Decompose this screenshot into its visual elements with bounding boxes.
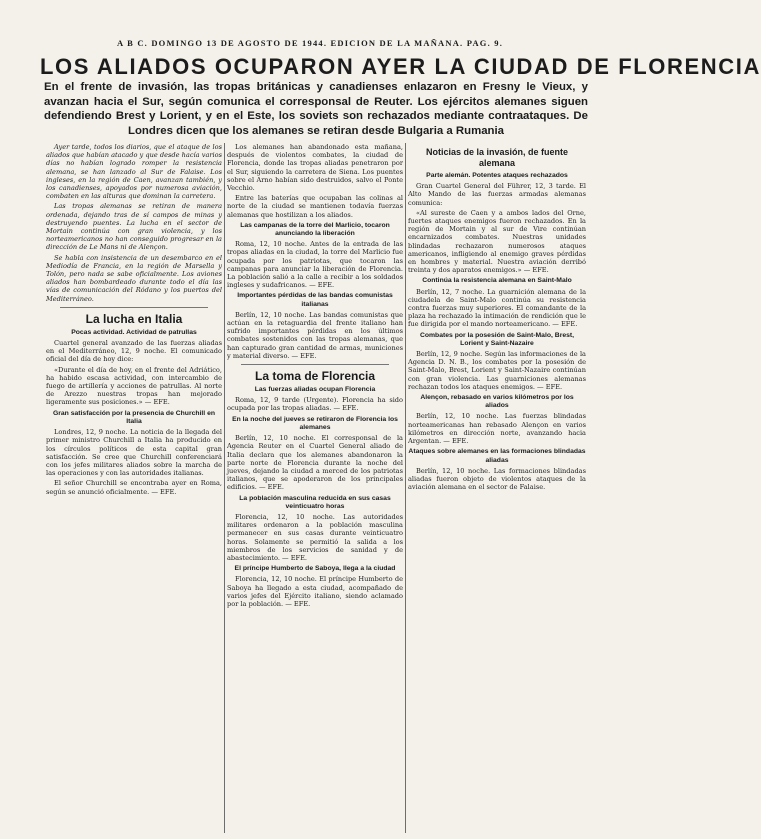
paragraph: Berlín, 12, 10 noche. Las formaciones blindadas aliadas fueron objeto de violentos ataques de la aviación alemana en el sector de Falaise. [408,466,586,492]
column-3 [408,143,586,833]
subheading: Alençon, rebasado en varios kilómetros por los aliados [420,394,574,410]
paragraph: Berlín, 12, 7 noche. La guarnición alemana de la ciudadela de Saint-Malo continúa su resistencia contra fuerzas muy superiores. El comandante de la plaza ha rechazado la intimación de rendición que le fue dirigida por el mando norteamericano. — EFE. [408,287,586,329]
subheading: Gran satisfacción por la presencia de Churchill en Italia [52,409,216,425]
paragraph: «Durante el día de hoy, en el frente del Adriático, ha habido escasa actividad, con intercambio de fuego de artillería y acciones de patrullas. Al norte de Arezzo nuestras tropas han mejorado ligeramente sus posiciones.» — EFE. [46,365,222,407]
paragraph: Berlín, 12, 10 noche. El corresponsal de la Agencia Reuter en el Cuartel General aliado de Italia declara que los alemanes abandonaron la parte norte de Florencia durante la noche del jueves, dejando la ciudad a merced de los patriotas italianos, que se apoderaron de los principales edificios. — EFE. [227,434,403,492]
paragraph: «Al sureste de Caen y a ambos lados del Orne, fuertes ataques enemigos fueron rechazados. En la región de Mortain y al sur de Vire continúan encarnizados combates. Nuestras unidades blindadas rechazaron numerosos ataques americanos, infligiendo al enemigo graves pérdidas en hombres y material. Nuestra aviación derribó treinta y dos aparatos enemigos.» — EFE. [408,208,586,275]
paragraph: Berlín, 12, 9 noche. Según las informaciones de la Agencia D. N. B., los combates por la posesión de Saint-Malo, Brest, Lorient y Saint-Nazaire continúan con gran violencia. Las guarniciones alemanas rechazan todos los ataques enemigos. — EFE. [408,350,586,391]
paragraph: Las tropas alemanas se retiran de manera ordenada, dejando tras de sí campos de minas y destruyendo puentes. La lucha en el sector de Mortain continúa con gran violencia, y los norteamericanos no han conseguido progresar en la dirección de Le Mans ni de Alençon. [46,202,222,252]
subheading: Parte alemán. Potentes ataques rechazados [426,172,568,179]
divider [241,364,389,365]
subheading: Pocas actividad. Actividad de patrullas [71,328,197,336]
paragraph: Los alemanes han abandonado esta mañana, después de violentos combates, la ciudad de Florencia, donde las tropas aliadas penetraron por el Sur, siguiendo la carretera de Siena. Los puentes sobre el Arno habían sido destruidos, salvo el Ponte Vecchio. [227,143,403,193]
section-title: La lucha en Italia [85,311,183,326]
paragraph: Roma, 12, 9 tarde (Urgente). Florencia ha sido ocupada por las tropas aliadas. — EFE. [227,396,403,413]
subheading: El príncipe Humberto de Saboya, llega a la ciudad [234,565,396,573]
subheading: Continúa la resistencia alemana en Saint-Malo [422,277,572,285]
divider [60,307,208,308]
paragraph: Cuartel general avanzado de las fuerzas aliadas en el Mediterráneo, 12, 9 noche. El comunicado oficial del día de hoy dice: [46,339,222,364]
paragraph: Berlín, 12, 10 noche. Las fuerzas blindadas norteamericanas han rebasado Alençon en varios kilómetros en dirección norte, avanzando hacia Argentan. — EFE. [408,412,586,446]
paragraph: Roma, 12, 10 noche. Antes de la entrada de las tropas aliadas en la ciudad, la torre del Marlicio fue ocupada por los patriotas, que tocaron las campanas para anunciar la liberación de Florencia. La población salió a la calle a recibir a los soldados ingleses y sudafricanos. — EFE. [227,240,403,290]
paragraph: Berlín, 12, 10 noche. Las bandas comunistas que actúan en la retaguardia del frente italiano han sufrido importantes pérdidas en los últimos combates sostenidos con las tropas alemanas, que han capturado gran cantidad de armas, municiones y material diverso. — EFE. [227,310,403,360]
paragraph: Florencia, 12, 10 noche. El príncipe Humberto de Saboya ha llegado a esta ciudad, acompañado de varios jefes del Ejército italiano, siendo aclamado por la población. — EFE. [227,575,403,608]
column-2 [227,143,403,833]
section-title: Noticias de la invasión, de fuente alemana [425,147,569,168]
running-head: A B C. DOMINGO 13 DE AGOSTO DE 1944. EDICION DE LA MAÑANA. PAG. 9. [116,38,504,48]
paragraph: Ayer tarde, todos los diarios, que el ataque de los aliados que habían atacado y que desde hacía varios días no habían logrado romper la resistencia alemana, se han lanzado al Sur de Falaise. Los ingleses, en la región de Caen, avanzan también, y los canadienses, apoyados por numerosa aviación, combaten en las alturas que dominan la carretera. [46,143,222,201]
section-title: La toma de Florencia [254,369,376,384]
subheading: Importantes pérdidas de las bandas comunistas italianas [237,292,393,308]
paragraph: Gran Cuartel General del Führer, 12, 3 tarde. El Alto Mando de las fuerzas armadas alemanas comunica: [408,182,586,207]
page-headline: LOS ALIADOS OCUPARON AYER LA CIUDAD DE FLORENCIA [40,54,761,79]
subheading: Ataques sobre alemanes en las formaciones blindadas aliadas [408,448,586,464]
paragraph: Florencia, 12, 10 noche. Las autoridades militares ordenaron a la población masculina permanecer en sus casas durante veinticuatro horas. Solamente se permitió la salida a los miembros de los servicios de sanidad y de abastecimiento. — EFE. [227,512,403,562]
subheading: Las fuerzas aliadas ocupan Florencia [254,386,376,394]
paragraph: Se habla con insistencia de un desembarco en el Mediodía de Francia, en la región de Marsella y Tolón, pero nada se sabe oficialmente. Los aviones aliados han bombardeado durante todo el día las vías de comunicación del Ródano y los puertos del Mediterráneo. [46,253,222,303]
paragraph: El señor Churchill se encontraba ayer en Roma, según se anunció oficialmente. — EFE. [46,479,222,496]
subheading: Las campanas de la torre del Marlicio, tocaron anunciando la liberación [240,221,390,238]
paragraph: Londres, 12, 9 noche. La noticia de la llegada del primer ministro Churchill a Italia ha producido en los círculos políticos de esta capital gran satisfacción. Se cree que Churchill conferenciará con los jefes militares aliados sobre la marcha de las operaciones y con las autoridades italianas. [46,428,222,478]
column-rule [405,143,406,833]
headline-deck: En el frente de invasión, las tropas británicas y canadienses enlazaron en Fresny le Vieux, y avanzan hacia el Sur, según comunica el corresponsal de Reuter. Los ejércitos alemanes siguen defendiendo Brest y Lorient, y en el Este, los soviets son rechazados mediante contraataques. De Londres dicen que los alemanes se retiran desde Bulgaria a Rumania [44,81,588,137]
column-1 [46,143,222,833]
subheading: La población masculina reducida en sus casas veinticuatro horas [239,494,391,510]
paragraph: Entre las baterías que ocupaban las colinas al norte de la ciudad se mantienen todavía fuerzas alemanas que hostilizan a los aliados. [227,194,403,219]
column-rule [224,143,225,833]
subheading: Combates por la posesión de Saint-Malo, Brest, Lorient y Saint-Nazaire [419,331,575,347]
subheading: En la noche del jueves se retiraron de Florencia los alemanes [232,415,398,431]
intro-text [46,143,222,303]
